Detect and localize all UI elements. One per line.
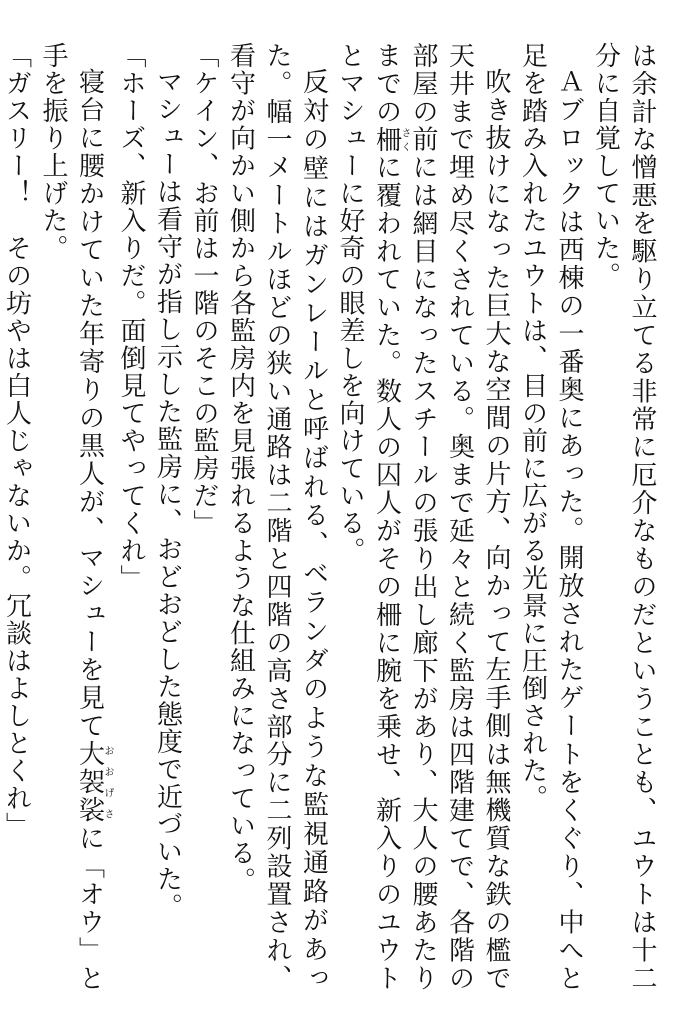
ruby-saku-base: 柵 <box>371 125 402 154</box>
dialogue-2: 「ホーズ、新入りだ。面倒見てやってくれ」 <box>116 42 146 592</box>
paragraph-4: 反対の壁にはガンレールと呼ばれる、ベランダのような監視通路があった。幅一メートルほどの狭い通路は二階と四階の高さ部分に二列設置され、看守が向かい側から各監房内を見張れるような仕組みになっている。 <box>225 42 329 992</box>
paragraph-2: Ａブロックは西棟の一番奥にあった。開放されたゲートをくぐり、中へと足を踏み入れたユウトは、目の前に広がる光景に圧倒された。 <box>517 42 584 992</box>
dialogue-3: 「ガスリー！ その坊やは白人じゃないか。冗談はよしとくれ」 <box>1 42 32 840</box>
dialogue-1: 「ケイン、お前は一階のそこの監房だ」 <box>189 42 219 537</box>
ruby-oogesa-base: 大袈裟 <box>74 740 105 825</box>
paragraph-8-part-1: 寝台に腰かけていた年寄りの黒人が、マシューを見て <box>74 68 105 741</box>
paragraph-6: マシューは看守が指し示した監房に、おどおどした態度で近づいた。 <box>152 68 183 921</box>
vertical-text-body <box>1 42 660 993</box>
ruby-oogesa-reading: おおげさ <box>102 740 113 824</box>
paragraph-3-part-1: 吹き抜けになった巨大な空間の片方、向かって左手側は無機質な鉄の檻で天井まで埋め尽くされている。奥まで延々と続く監房は四階建てで、各階の部屋の前には網目になったスチールの張り出し廊下があり、大人の腰あたりまでの <box>371 42 511 992</box>
paragraph-3 <box>332 42 515 992</box>
ruby-saku <box>371 125 410 154</box>
paragraph-1: は余計な憎悪を駆り立てる非常に厄介なものだということも、ユウトは十二分に自覚していた。 <box>590 42 657 992</box>
paragraph-8-part-2: に「オウ」と手を振り上げた。 <box>38 42 105 992</box>
paragraph-8 <box>35 42 113 992</box>
paragraph-3-part-2: に覆われていた。数人の囚人がその柵に腕を乗せ、新入りのユウトとマシューに好奇の眼差しを向けている。 <box>335 42 402 993</box>
ruby-saku-reading: さく <box>399 125 410 154</box>
ruby-oogesa <box>74 740 113 825</box>
